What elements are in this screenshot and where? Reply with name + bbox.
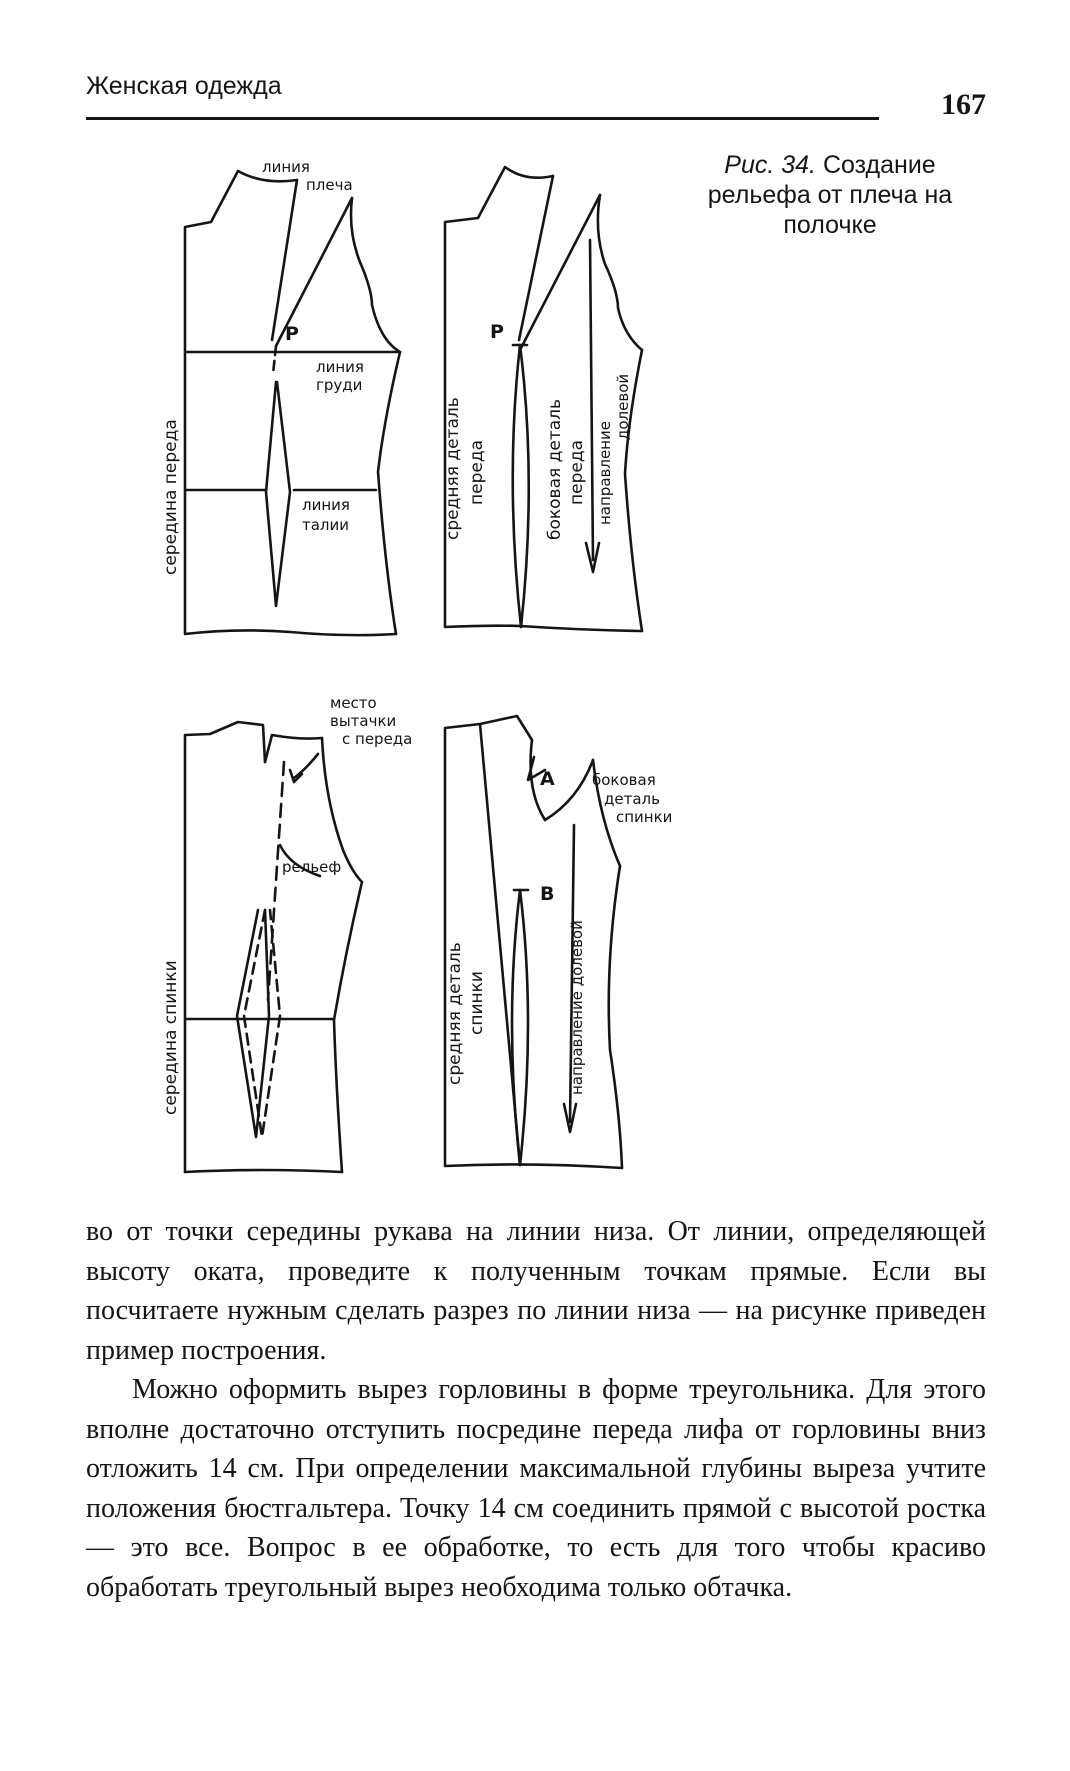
label-point-p-split: Р (490, 321, 504, 343)
running-title: Женская одежда (86, 72, 282, 100)
label-front-side-piece-1: боковая деталь (545, 398, 565, 540)
label-point-b: В (540, 883, 555, 905)
label-back-side-piece-3: спинки (616, 808, 673, 826)
figure-caption-text: Создание рельефа от плеча на полочке (707, 151, 953, 239)
label-back-side-piece-2: деталь (604, 790, 660, 808)
page-number: 167 (941, 88, 986, 121)
label-shoulder-line-2: плеча (306, 176, 353, 194)
label-bust-line-2: груди (316, 376, 363, 394)
label-back-middle-piece-2: спинки (467, 971, 487, 1035)
figure-caption-number: Рис. 34. (724, 151, 816, 179)
label-front-middle-piece-2: переда (467, 440, 487, 505)
label-bust-line-1: линия (316, 358, 364, 376)
body-paragraph-1: во от точки середины рукава на линии низа. От линии, определяющей высоту оката, проведите к полученным точкам прямые. Если вы посчитаете нужным сделать разрез по линии низа — на рисунке приведен пример построения. (86, 1216, 986, 1366)
label-dart-place-2: вытачки (330, 712, 397, 730)
label-back-middle-piece-1: средняя деталь (445, 942, 465, 1085)
label-front-grain-2: долевой (614, 373, 632, 440)
body-text (86, 1212, 986, 1607)
label-dart-place-1: место (330, 694, 377, 712)
label-waist-line-2: талии (302, 516, 350, 534)
label-dart-place-3: с переда (342, 730, 413, 748)
label-point-p: Р (285, 323, 299, 345)
label-back-grain: направление долевой (568, 920, 586, 1095)
label-front-grain-1: направление (596, 421, 614, 525)
label-waist-line-1: линия (302, 496, 350, 514)
label-relief: рельеф (282, 858, 342, 876)
label-point-a: А (540, 768, 555, 790)
front-split-pattern (445, 167, 642, 631)
front-bodice-pattern (185, 171, 400, 635)
label-shoulder-line-1: линия (262, 158, 310, 176)
back-bodice-pattern (185, 722, 362, 1172)
label-front-middle-piece-1: средняя деталь (443, 397, 463, 540)
label-front-center: середина переда (161, 419, 181, 575)
label-front-side-piece-2: переда (567, 440, 587, 505)
label-back-center: середина спинки (161, 960, 181, 1115)
body-paragraph-2: Можно оформить вырез горловины в форме треугольника. Для этого вполне достаточно отступить посредине переда лифа от горловины вниз отложить 14 см. При определении максимальной глубины выреза учтите положения бюстгальтера. Точку 14 см соединить прямой с высотой ростка — это все. Вопрос в ее обработке, то есть для того чтобы красиво обработать треугольный вырез необходима только обтачка. (86, 1374, 986, 1603)
label-back-side-piece-1: боковая (592, 771, 656, 789)
